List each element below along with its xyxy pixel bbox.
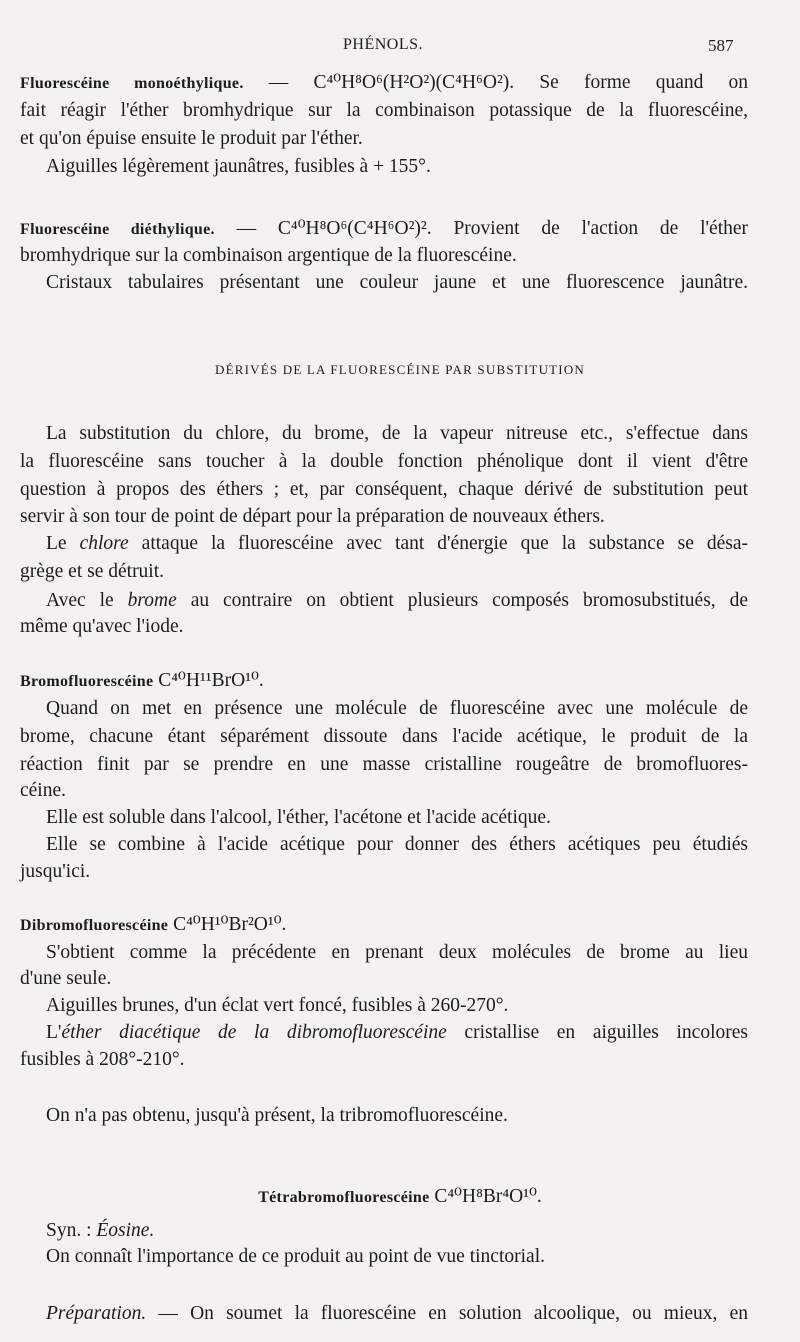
- page-number: 587: [708, 36, 734, 55]
- sec2-formula: C⁴⁰H⁸O⁶(C⁴H⁶O²)².: [277, 218, 432, 239]
- sec3-p2-line1: Le chlore attaque la fluorescéine avec tant d'énergie que la substance se désa-: [46, 533, 748, 554]
- sec6-synonym: Syn. : Éosine.: [46, 1220, 155, 1241]
- sec4-formula: C⁴⁰H¹¹BrO¹⁰.: [158, 670, 264, 691]
- sec1-line2: fait réagir l'éther bromhydrique sur la combinaison potassique de la fluorescéine,: [20, 100, 748, 121]
- section-heading-derives: DÉRIVÉS DE LA FLUORESCÉINE PAR SUBSTITUTION: [215, 362, 585, 377]
- sec5-line6: On n'a pas obtenu, jusqu'à présent, la tribromofluorescéine.: [46, 1105, 508, 1126]
- sec3-p3-line2: même qu'avec l'iode.: [20, 616, 184, 637]
- sec4-title: Bromofluorescéine: [20, 673, 154, 690]
- sec6-line2: On connaît l'importance de ce produit au point de vue tinctorial.: [46, 1246, 545, 1267]
- sec4-line5: Elle est soluble dans l'alcool, l'éther, l'acétone et l'acide acétique.: [46, 807, 551, 828]
- sec1-formula: C⁴⁰H⁸O⁶(H²O²)(C⁴H⁶O²).: [313, 72, 515, 93]
- sec1-title: Fluorescéine monoéthylique.: [20, 75, 244, 92]
- sec5-line4: L'éther diacétique de la dibromofluorescéine cristallise en aiguilles incolores: [46, 1022, 748, 1043]
- sec4-line3: réaction finit par se prendre en une masse cristalline rougeâtre de bromofluores-: [20, 754, 748, 775]
- sec4-line4: céine.: [20, 780, 67, 801]
- sec5-formula: C⁴⁰H¹⁰Br²O¹⁰.: [173, 914, 287, 935]
- sec6-preparation: Préparation. — On soumet la fluorescéine en solution alcoolique, ou mieux, en: [46, 1303, 748, 1324]
- sec2-line1: Fluorescéine diéthylique. — C⁴⁰H⁸O⁶(C⁴H⁶O²)². Provient de l'action de l'éther: [20, 218, 749, 239]
- sec5-line3: Aiguilles brunes, d'un éclat vert foncé, fusibles à 260-270°.: [46, 995, 509, 1016]
- sec2-line3: Cristaux tabulaires présentant une couleur jaune et une fluorescence jaunâtre.: [46, 272, 748, 293]
- sec1-line4: Aiguilles légèrement jaunâtres, fusibles à + 155°.: [46, 156, 431, 177]
- sec2-title: Fluorescéine diéthylique.: [20, 221, 215, 238]
- sec5-line5: fusibles à 208°-210°.: [20, 1049, 185, 1070]
- sec3-p1-line4: servir à son tour de point de départ pour la préparation de nouveaux éthers.: [20, 506, 605, 527]
- sec6-title: Tétrabromofluorescéine: [258, 1189, 430, 1206]
- sec3-p1-line1: La substitution du chlore, du brome, de la vapeur nitreuse etc., s'effectue dans: [46, 423, 748, 444]
- sec5-line2: d'une seule.: [20, 968, 112, 989]
- sec1-line3: et qu'on épuise ensuite le produit par l'éther.: [20, 128, 363, 149]
- sec5-line1: S'obtient comme la précédente en prenant deux molécules de brome au lieu: [46, 942, 748, 963]
- sec3-p1-line2: la fluorescéine sans toucher à la double fonction phénolique dont il vient d'être: [20, 451, 748, 472]
- sec4-line1: Quand on met en présence une molécule de fluorescéine avec une molécule de: [46, 698, 748, 719]
- sec6-heading: [0, 1184, 800, 1211]
- sec4-line7: jusqu'ici.: [20, 861, 91, 882]
- running-title: PHÉNOLS.: [343, 36, 424, 53]
- sec3-p2-line2: grège et se détruit.: [20, 561, 165, 582]
- sec4-line6: Elle se combine à l'acide acétique pour donner des éthers acétiques peu étudiés: [46, 834, 748, 855]
- sec4-heading: [20, 668, 748, 695]
- sec3-p1-line3: question à propos des éthers ; et, par conséquent, chaque dérivé de substitution peut: [20, 479, 748, 500]
- sec3-p3-line1: Avec le brome au contraire on obtient plusieurs composés bromosubstitués, de: [46, 590, 748, 611]
- sec4-line2: brome, chacune étant séparément dissoute dans l'acide acétique, le produit de la: [20, 726, 748, 747]
- sec2-line2: bromhydrique sur la combinaison argentique de la fluorescéine.: [20, 245, 517, 266]
- sec5-title: Dibromofluorescéine: [20, 917, 169, 934]
- sec5-heading: [20, 912, 748, 939]
- sec6-formula: C⁴⁰H⁸Br⁴O¹⁰.: [434, 1186, 542, 1207]
- sec1-line1: Fluorescéine monoéthylique. — C⁴⁰H⁸O⁶(H²O²)(C⁴H⁶O²). Se forme quand on: [20, 72, 749, 93]
